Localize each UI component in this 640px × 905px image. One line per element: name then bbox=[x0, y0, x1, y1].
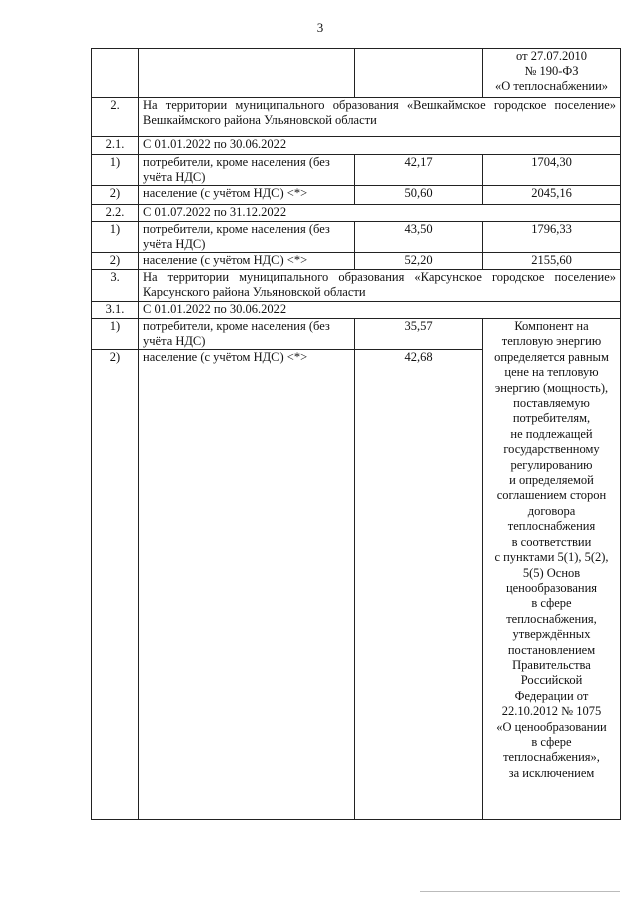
tariff-value-1: 52,20 bbox=[355, 253, 483, 270]
period-number: 2.2. bbox=[92, 205, 139, 222]
component-note-line: государственному bbox=[503, 442, 600, 457]
tariff-value-2: 2155,60 bbox=[483, 253, 621, 270]
component-note-line: энергию (мощность), bbox=[494, 380, 609, 395]
tariff-table bbox=[91, 48, 621, 820]
section-title: На территории муниципального образования «Вешкаймское городское поселение» Вешкаймского района Ульяновской области bbox=[139, 98, 621, 137]
component-note-line: постановлением bbox=[507, 642, 596, 657]
component-note-line: цене на тепловую bbox=[504, 365, 599, 380]
component-note-line: Правительства bbox=[512, 657, 591, 672]
tariff-value-1: 35,57 bbox=[355, 319, 483, 350]
component-note-cell bbox=[483, 319, 621, 820]
period-label: С 01.07.2022 по 31.12.2022 bbox=[139, 205, 621, 222]
table-row bbox=[92, 253, 621, 270]
tariff-value-1: 42,68 bbox=[355, 350, 483, 820]
law-reference-cell bbox=[483, 49, 621, 98]
consumer-label: потребители, кроме населения (без учёта НДС) bbox=[139, 155, 355, 186]
component-note-line: потребителям, bbox=[512, 411, 591, 426]
period-row bbox=[92, 302, 621, 319]
tariff-value-2: 1704,30 bbox=[483, 155, 621, 186]
consumer-label: потребители, кроме населения (без учёта НДС) bbox=[139, 222, 355, 253]
component-note-line: не подлежащей bbox=[510, 426, 593, 441]
component-note-line: с пунктами 5(1), 5(2), bbox=[494, 550, 609, 565]
component-note-line: в сфере bbox=[531, 734, 572, 749]
section-row bbox=[92, 98, 621, 137]
component-note-line: «О ценообразовании bbox=[496, 719, 607, 734]
component-note-line: в сфере bbox=[531, 596, 572, 611]
section-title: На территории муниципального образования «Карсунское городское поселение» Карсунского района Ульяновской области bbox=[139, 270, 621, 302]
row-number: 1) bbox=[92, 319, 139, 350]
consumer-label: население (с учётом НДС) <*> bbox=[139, 350, 355, 820]
consumer-label: население (с учётом НДС) <*> bbox=[139, 186, 355, 205]
table-header-continuation-row bbox=[92, 49, 621, 98]
period-label: С 01.01.2022 по 30.06.2022 bbox=[139, 302, 621, 319]
component-note-line: Компонент на bbox=[514, 319, 589, 333]
period-number: 2.1. bbox=[92, 137, 139, 155]
component-note-line: 5(5) Основ bbox=[522, 565, 581, 580]
component-note-line: за исключением bbox=[508, 765, 595, 780]
component-note-line: поставляемую bbox=[513, 396, 590, 411]
empty-cell bbox=[355, 49, 483, 98]
page-number: 3 bbox=[316, 20, 324, 35]
component-note-line: теплоснабжения bbox=[507, 519, 596, 534]
component-note-line: определяется равным bbox=[494, 349, 609, 364]
component-note-line: утверждённых bbox=[512, 627, 591, 642]
component-note-line: Российской bbox=[520, 673, 583, 688]
row-number: 1) bbox=[92, 222, 139, 253]
row-number: 1) bbox=[92, 155, 139, 186]
tariff-value-1: 50,60 bbox=[355, 186, 483, 205]
component-note-line: в соответствии bbox=[511, 534, 592, 549]
row-number: 2) bbox=[92, 350, 139, 820]
period-row bbox=[92, 137, 621, 155]
section-row bbox=[92, 270, 621, 302]
component-note-line: Федерации от bbox=[514, 688, 589, 703]
component-note-line: теплоснабжения», bbox=[503, 750, 600, 765]
law-reference-date: от 27.07.2010 bbox=[516, 49, 587, 63]
scan-edge-line bbox=[420, 891, 620, 892]
component-note-line: соглашением сторон bbox=[496, 488, 607, 503]
component-note-line: ценообразования bbox=[505, 580, 598, 595]
period-row bbox=[92, 205, 621, 222]
section-number: 3. bbox=[92, 270, 139, 302]
component-note-line: регулированию bbox=[510, 457, 593, 472]
tariff-value-1: 42,17 bbox=[355, 155, 483, 186]
component-note-line: и определяемой bbox=[509, 473, 594, 488]
table-row bbox=[92, 155, 621, 186]
table-row bbox=[92, 186, 621, 205]
tariff-value-2: 1796,33 bbox=[483, 222, 621, 253]
empty-cell bbox=[139, 49, 355, 98]
table-row bbox=[92, 222, 621, 253]
component-note-line: договора bbox=[527, 503, 576, 518]
consumer-label: население (с учётом НДС) <*> bbox=[139, 253, 355, 270]
period-label: С 01.01.2022 по 30.06.2022 bbox=[139, 137, 621, 155]
tariff-value-1: 43,50 bbox=[355, 222, 483, 253]
law-reference-number: № 190-ФЗ bbox=[524, 64, 579, 78]
period-number: 3.1. bbox=[92, 302, 139, 319]
table-row bbox=[92, 319, 621, 350]
component-note-line: 22.10.2012 № 1075 bbox=[501, 704, 602, 719]
law-reference-title: «О теплоснабжении» bbox=[494, 79, 609, 93]
row-number: 2) bbox=[92, 186, 139, 205]
component-note-line: тепловую энергию bbox=[501, 334, 602, 349]
row-number: 2) bbox=[92, 253, 139, 270]
empty-cell bbox=[92, 49, 139, 98]
component-note bbox=[487, 319, 616, 781]
tariff-value-2: 2045,16 bbox=[483, 186, 621, 205]
component-note-line: теплоснабжения, bbox=[506, 611, 597, 626]
consumer-label: потребители, кроме населения (без учёта НДС) bbox=[139, 319, 355, 350]
section-number: 2. bbox=[92, 98, 139, 137]
